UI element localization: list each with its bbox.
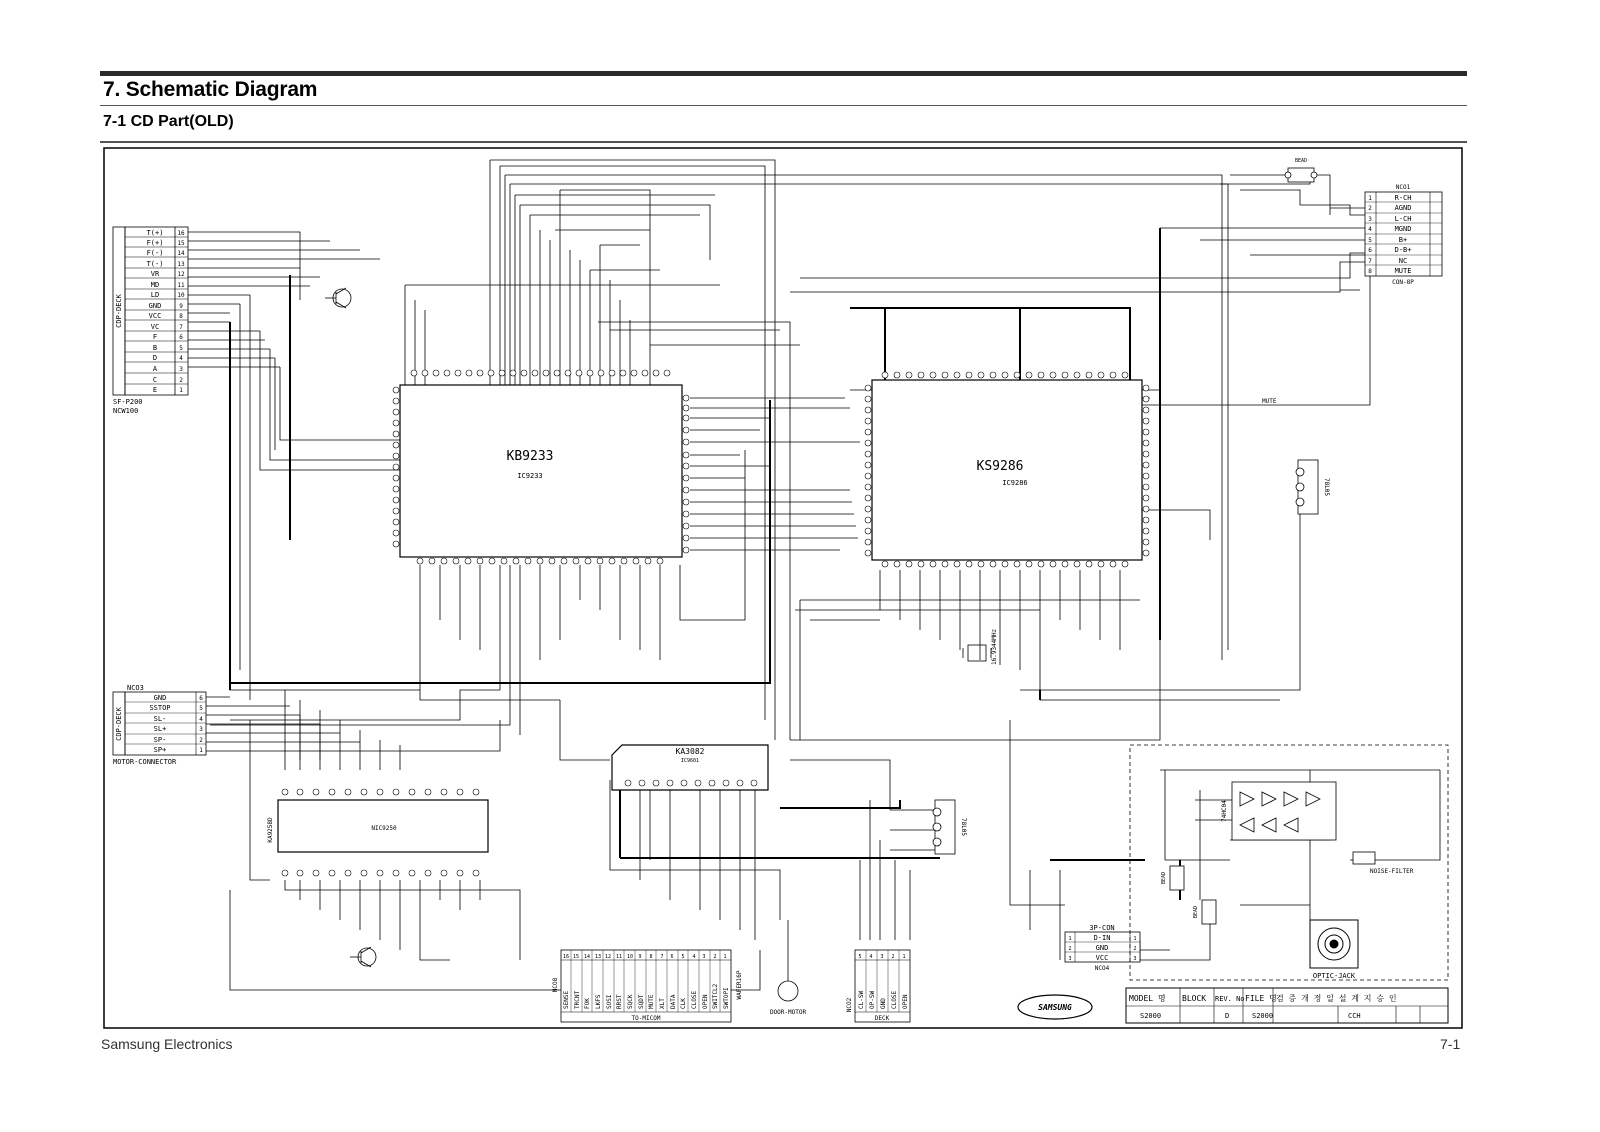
wafer-pin-num-14: 14: [583, 954, 591, 960]
wafer-bottom: TO-MICOM: [631, 1015, 661, 1022]
cdp-deck-ref2: NCW100: [113, 407, 139, 415]
3p-pin-label-2: GND: [1095, 944, 1109, 952]
motor-pin-label-3: SL+: [153, 725, 167, 733]
samsung-logo-text: SAMSUNG: [1038, 1003, 1072, 1012]
wafer-pin-label-2: SWITCL2: [712, 983, 719, 1009]
bead-top-label: BEAD: [1294, 158, 1308, 164]
cdp-pin-label-4: T(-): [146, 260, 164, 268]
bead-top: [1285, 168, 1317, 182]
optic-jack-label: OPTIC-JACK: [1312, 972, 1356, 980]
wafer-pin-label-5: CLK: [680, 998, 687, 1009]
nco1-ref: NCO1: [1395, 184, 1411, 191]
wafer-pin-num-13: 13: [594, 954, 602, 960]
wafer-ref: NCO8: [552, 977, 559, 993]
optic-jack: [1310, 920, 1358, 968]
cdp-pin-label-8: GND: [148, 302, 162, 310]
motor-conn-name: CDP-DECK: [115, 707, 123, 741]
wafer-pin-num-8: 8: [649, 954, 653, 960]
motor-pin-label-6: GND: [153, 694, 167, 702]
nco1-pin-num-6: 6: [1368, 247, 1372, 254]
ks9286-bottom-pins: [882, 561, 1128, 567]
kb9233-ref: IC9233: [517, 472, 543, 480]
cdp-pin-label-10: VC: [150, 323, 160, 331]
cdp-pin-label-2: F(+): [146, 239, 164, 247]
cdp-deck-ref: SF-P200: [113, 398, 143, 406]
wafer-pin-num-4: 4: [692, 954, 696, 960]
wafer-pin-num-1: 1: [723, 954, 727, 960]
wafer-pin-label-11: RRST: [616, 994, 623, 1009]
cdp-pin-label-11: F: [152, 333, 158, 341]
nco1-pin-num-3: 3: [1368, 216, 1372, 223]
noise-filter-label: NOISE-FILTER: [1370, 868, 1414, 875]
wafer-caption: WAFER16P: [736, 970, 743, 1000]
ka3082-ref: IC9601: [680, 758, 700, 764]
ks9286-top-pins: [882, 372, 1128, 378]
tb-val-rev: D: [1225, 1012, 1230, 1020]
deck-pin-num-5: 5: [858, 954, 862, 960]
motor-conn-caption: MOTOR-CONNECTOR: [113, 758, 177, 766]
footer-company: Samsung Electronics: [101, 1036, 233, 1052]
wafer-pin-label-14: FOK: [584, 998, 591, 1009]
drv-part: KA9258D: [267, 817, 274, 843]
3p-pin-num-2: 2: [1068, 946, 1072, 952]
wafer-pin-num-11: 11: [615, 954, 623, 960]
cdp-pin-label-12: B: [152, 344, 158, 352]
wafer-pin-label-12: SOSI: [606, 994, 613, 1009]
cdp-pin-num-6: 6: [179, 334, 183, 341]
cdp-pin-num-16: 16: [177, 230, 185, 237]
motor-connector: [113, 684, 206, 766]
wafer-pin-label-7: XLT: [659, 998, 666, 1009]
cdp-pin-num-2: 2: [179, 377, 183, 384]
wafer-pin-label-9: SQDT: [638, 994, 645, 1009]
bead-lower-2-label: BEAD: [1193, 905, 1199, 919]
cdp-pin-label-6: MD: [150, 281, 160, 289]
wafer-pin-num-9: 9: [638, 954, 642, 960]
kb9233-top-pins: [411, 370, 670, 376]
title-block: [1126, 988, 1448, 1023]
deck-pin-num-4: 4: [869, 954, 873, 960]
inv-part: 74HC04: [1221, 800, 1228, 822]
cdp-pin-num-15: 15: [177, 240, 185, 247]
ks9286-ref: IC9286: [1002, 479, 1028, 487]
kb9233-right-pins: [683, 395, 689, 553]
mute-net-label: MUTE: [1262, 398, 1277, 405]
cdp-pin-num-10: 10: [177, 292, 185, 299]
motor-pin-num-4: 4: [199, 716, 203, 723]
kb9233-part: KB9233: [506, 449, 554, 464]
wafer-pin-label-16: SENSE: [563, 990, 570, 1009]
deck-pin-num-2: 2: [891, 954, 895, 960]
motor-pin-num-2: 2: [199, 737, 203, 744]
wafer-pin-num-15: 15: [572, 954, 580, 960]
nco1-connector: [1365, 184, 1442, 286]
nco1-pin-label-6: D-B+: [1394, 246, 1412, 254]
nco1-pin-label-2: AGND: [1394, 204, 1412, 212]
cdp-pin-num-14: 14: [177, 250, 185, 257]
3p-pin-num-2r: 2: [1133, 946, 1137, 952]
nco1-pin-num-5: 5: [1368, 237, 1372, 244]
tb-val-model: S2000: [1140, 1012, 1162, 1020]
deck-pin-label-4: OP-SW: [869, 990, 876, 1009]
wafer16p-connector: [552, 950, 743, 1022]
transistor-q1: [325, 288, 351, 308]
wires: [188, 160, 1440, 993]
cdp-pin-label-13: D: [152, 354, 158, 362]
wafer-pin-label-1: SWTOPI: [723, 987, 730, 1009]
motor-pin-num-6: 6: [199, 695, 203, 702]
cdp-pin-label-16: E: [152, 386, 158, 394]
deck-ref: NCO2: [846, 997, 853, 1013]
wafer-pin-label-15: TRCNT: [574, 990, 581, 1009]
motor-pin-label-5: SSTOP: [149, 704, 171, 712]
wafer-pin-num-2: 2: [713, 954, 717, 960]
tb-head-file: FILE 명: [1245, 994, 1277, 1003]
motor-pin-label-4: SL-: [153, 715, 167, 723]
deck-pin-label-2: CLOSE: [891, 990, 898, 1009]
motor-pin-num-3: 3: [199, 726, 203, 733]
bead-lower-1-label: BEAD: [1161, 871, 1167, 885]
ic-ka3082: [612, 745, 768, 790]
deck-bottom: DECK: [874, 1015, 890, 1022]
schematic-frame: [104, 148, 1462, 1028]
wafer-pin-num-5: 5: [681, 954, 685, 960]
3p-pin-label-1: D-IN: [1093, 934, 1111, 942]
reg2-part: 78L05: [960, 817, 967, 837]
kb9233-bottom-pins: [417, 558, 663, 564]
ka3082-part: KA3082: [675, 747, 705, 756]
cdp-pin-label-3: F(-): [146, 249, 164, 257]
nco1-pin-label-4: MGND: [1394, 225, 1412, 233]
reg1-part: 78L05: [1323, 477, 1330, 497]
wafer-pin-label-3: OPEN: [702, 994, 709, 1009]
ic-ks9286: [865, 372, 1149, 567]
section-title: 7-1 CD Part(OLD): [103, 113, 234, 130]
nco1-pin-num-4: 4: [1368, 226, 1372, 233]
noise-filter: [1353, 852, 1375, 864]
deck-pin-label-5: CL-SW: [858, 990, 865, 1009]
crystal-oscillator: [963, 645, 991, 661]
tb-head-rev: REV. No: [1215, 995, 1245, 1003]
footer-page-number: 7-1: [1440, 1036, 1461, 1052]
3p-con-connector: [1065, 924, 1140, 972]
3p-pin-num-3: 3: [1068, 956, 1072, 962]
cdp-pin-label-7: LD: [150, 291, 160, 299]
tb-val-designer: CCH: [1348, 1012, 1361, 1020]
3p-pin-num-3r: 3: [1133, 956, 1137, 962]
wafer-pin-label-10: SQCK: [627, 994, 634, 1009]
cdp-pin-num-12: 12: [177, 271, 185, 278]
cdp-pin-num-5: 5: [179, 345, 183, 352]
3p-con-name: 3P-CON: [1089, 924, 1115, 932]
nco1-pin-num-1: 1: [1368, 195, 1372, 202]
motor-pin-num-5: 5: [199, 705, 203, 712]
ks9286-left-pins: [865, 385, 871, 556]
wafer-pin-num-10: 10: [626, 954, 634, 960]
nco1-pin-label-5: B+: [1398, 236, 1408, 244]
motor-pin-label-1: SP+: [153, 746, 167, 754]
wafer-pin-label-13: LKFS: [595, 994, 602, 1009]
wafer-pin-num-7: 7: [660, 954, 664, 960]
nco1-pin-num-8: 8: [1368, 268, 1372, 275]
deck-pin-label-1: OPEN: [902, 994, 909, 1009]
bead-lower-1: [1170, 866, 1184, 890]
transistor-q2: [350, 947, 376, 967]
nco1-caption: CON-8P: [1392, 279, 1414, 286]
motor-pin-label-2: SP-: [153, 736, 167, 744]
ic-kb9233: [393, 370, 689, 564]
kb9233-left-pins: [393, 387, 399, 547]
3p-con-ref: NCO4: [1094, 965, 1110, 972]
motor-pin-num-1: 1: [199, 747, 203, 754]
wafer-pin-label-6: DATA: [670, 994, 677, 1009]
3p-pin-label-3: VCC: [1095, 954, 1109, 962]
cdp-deck-connector: [113, 227, 188, 415]
ic-motor-driver: [267, 789, 488, 876]
crystal-freq: 16.9344MHz: [991, 628, 998, 665]
drv-ref: NIC9250: [371, 825, 397, 832]
cdp-pin-num-8: 8: [179, 313, 183, 320]
cdp-pin-num-7: 7: [179, 324, 183, 331]
deck-pin-num-3: 3: [880, 954, 884, 960]
samsung-logo: [1018, 995, 1092, 1019]
nco1-pin-label-8: MUTE: [1394, 267, 1412, 275]
regulator-78l05-mid: [933, 800, 955, 854]
cdp-pin-num-9: 9: [179, 303, 183, 310]
page-title: 7. Schematic Diagram: [103, 78, 318, 101]
deck-pin-num-1: 1: [902, 954, 906, 960]
wafer-pin-label-4: CLOSE: [691, 990, 698, 1009]
bead-lower-2: [1202, 900, 1216, 924]
deck-pin-label-3: GND: [880, 998, 887, 1009]
wafer-pin-num-6: 6: [670, 954, 674, 960]
door-motor: [778, 920, 798, 1001]
cdp-deck-name: CDP-DECK: [115, 294, 123, 328]
bus-wires: [230, 228, 1180, 900]
tb-head-model: MODEL 명: [1129, 994, 1166, 1003]
nco1-pin-label-1: R-CH: [1394, 194, 1412, 202]
wafer-pin-num-16: 16: [562, 954, 570, 960]
cdp-pin-label-5: VR: [150, 270, 160, 278]
ic-74hc04: [1232, 782, 1336, 840]
wafer-pin-num-3: 3: [702, 954, 706, 960]
cdp-pin-num-11: 11: [177, 282, 185, 289]
wafer-pin-num-12: 12: [604, 954, 612, 960]
cdp-pin-label-1: T(+): [146, 229, 164, 237]
regulator-78l05-right: [1296, 460, 1318, 514]
nco1-pin-num-2: 2: [1368, 205, 1372, 212]
cdp-pin-label-9: VCC: [148, 312, 162, 320]
nco1-pin-label-7: NC: [1398, 257, 1408, 265]
cdp-pin-num-4: 4: [179, 355, 183, 362]
motor-conn-ref: NCO3: [127, 684, 144, 692]
ks9286-right-pins: [1143, 385, 1149, 556]
cdp-pin-label-15: C: [152, 376, 158, 384]
nco1-pin-num-7: 7: [1368, 258, 1372, 265]
deck-connector: [846, 950, 910, 1022]
optical-section-frame: [1130, 745, 1448, 980]
ks9286-part: KS9286: [976, 459, 1024, 474]
3p-pin-num-1r: 1: [1133, 936, 1137, 942]
cdp-pin-num-3: 3: [179, 366, 183, 373]
door-motor-label: DOOR-MOTOR: [769, 1009, 807, 1016]
tb-val-file: S2000: [1252, 1012, 1274, 1020]
wafer-pin-label-8: MUTE: [648, 994, 655, 1009]
3p-pin-num-1: 1: [1068, 936, 1072, 942]
tb-head-approval: 검 증 개 정 일 설 계 지 승 인: [1276, 994, 1397, 1003]
cdp-pin-num-13: 13: [177, 261, 185, 268]
nco1-pin-label-3: L-CH: [1394, 215, 1412, 223]
tb-head-block: BLOCK: [1182, 994, 1207, 1003]
cdp-pin-num-1: 1: [179, 387, 183, 394]
cdp-pin-label-14: A: [152, 365, 158, 373]
